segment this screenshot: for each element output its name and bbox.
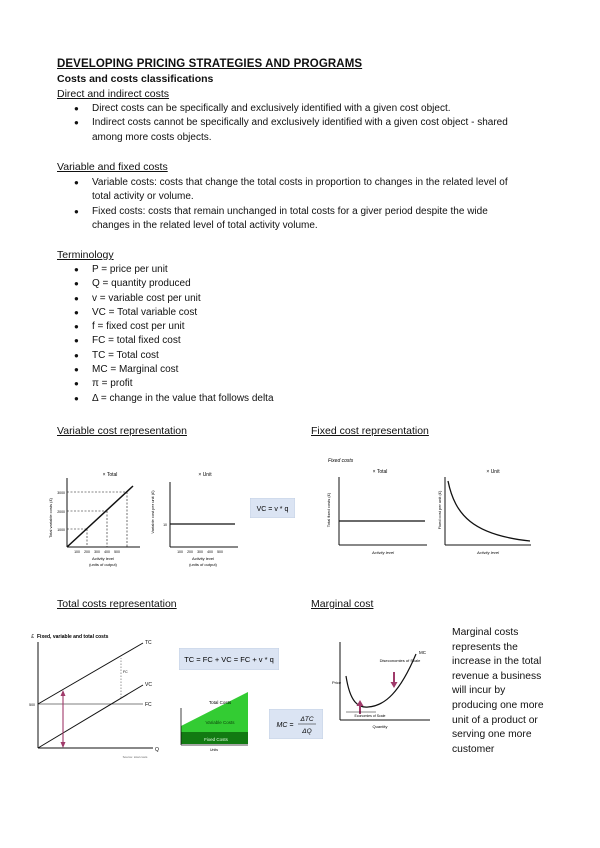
list-item: ● π = profit — [57, 377, 527, 391]
tc-formula-box — [179, 648, 279, 670]
fixed-cost-figure — [325, 455, 580, 565]
var-xlabel: (units of output) — [89, 562, 117, 567]
marginal-cost-heading: Marginal cost — [311, 598, 374, 610]
stack-xlabel: Units — [210, 748, 218, 752]
fixed-unit-curve — [448, 481, 530, 541]
tick-label: 500 — [114, 550, 120, 554]
tick-label: 200 — [187, 550, 193, 554]
tc-formula: TC = FC + VC = FC + v * q — [184, 655, 274, 664]
var-unit-label: × Unit — [198, 472, 212, 478]
variable-fixed-list — [57, 176, 527, 233]
tick-label: 400 — [104, 550, 110, 554]
list-item: ● f = fixed cost per unit — [57, 320, 527, 334]
variable-cost-heading: Variable cost representation — [57, 425, 187, 437]
mc-economies-label: Economies of Scale — [354, 714, 386, 718]
tick-label: 400 — [207, 550, 213, 554]
terminology-list — [57, 263, 527, 406]
direct-indirect-list — [57, 102, 527, 145]
mc-price-label: Price — [332, 680, 342, 685]
mc-formula-denominator: ΔQ — [302, 728, 312, 735]
total-cost-chart — [25, 628, 165, 760]
list-item: ● TC = Total cost — [57, 349, 527, 363]
fixed-cost-heading: Fixed cost representation — [311, 425, 429, 437]
tick-label: 200 — [84, 550, 90, 554]
arrow-down-icon — [391, 682, 398, 688]
stacked-cost-diagram — [176, 688, 256, 754]
list-item: ● Fixed costs: costs that remain unchanged in total costs for a giver period despite the wide changes in the related level of total activity volume. — [57, 205, 527, 234]
mc-diseconomies-label: Diseconomies of Scale — [379, 658, 421, 663]
tick-label: 300 — [197, 550, 203, 554]
total-cost-heading: Total costs representation — [57, 598, 177, 610]
marginal-cost-description: Marginal costs represents the increase in the total revenue a business will incur by producing one more unit of a product or serving one more customer — [452, 627, 544, 755]
tick-label: 100 — [177, 550, 183, 554]
fixed-xlabel: Activity level — [371, 550, 395, 555]
list-item: ● Variable costs: costs that change the total costs in proportion to changes in the related level of total activity or volume. — [57, 176, 527, 205]
marginal-cost-chart — [330, 636, 442, 736]
mc-formula-box — [269, 709, 323, 739]
tick-label: 3000 — [57, 491, 65, 495]
var-total-label: × Total — [102, 472, 118, 478]
list-item: ● Δ = change in the value that follows delta — [57, 392, 527, 406]
stack-total-label: Total Costs — [208, 700, 232, 705]
vc-label: VC — [145, 682, 152, 688]
var-xlabel: (units of output) — [189, 562, 217, 567]
mc-curve-label: MC — [419, 650, 426, 655]
vc-formula-box — [250, 498, 295, 518]
var-xlabel: Activity level — [191, 556, 215, 561]
list-item: ● FC = total fixed cost — [57, 334, 527, 348]
tc-label: TC — [145, 640, 152, 646]
list-item: ● Q = quantity produced — [57, 277, 527, 291]
fc-gap-label: FC — [123, 670, 128, 674]
var-total-ylabel: Total variable costs (£) — [48, 497, 53, 539]
stack-fixed-label: Fixed Costs — [204, 737, 228, 742]
vc-formula: VC = v * q — [256, 506, 289, 513]
tick-label: 300 — [94, 550, 100, 554]
tick-label: 10 — [163, 523, 167, 527]
fixed-total-label: × Total — [372, 469, 388, 475]
var-total-line — [67, 486, 133, 547]
chart-source: Source: total costs — [122, 755, 148, 759]
variable-fixed-heading: Variable and fixed costs — [57, 161, 168, 173]
mc-formula-numerator: ΔTC — [300, 716, 314, 723]
arrow-down-icon — [61, 742, 66, 748]
fc-value-label: 500 — [29, 703, 35, 707]
var-unit-ylabel: Variable cost per unit (£) — [150, 490, 155, 534]
variable-cost-figure — [45, 462, 240, 580]
list-item: ● MC = Marginal cost — [57, 363, 527, 377]
fc-label: FC — [145, 702, 152, 708]
list-item: ● Direct costs can be specifically and exclusively identified with a given cost object. — [57, 102, 527, 116]
mc-quantity-label: Quantity — [372, 724, 388, 729]
tick-label: 1000 — [57, 528, 65, 532]
fixed-total-ylabel: Total fixed costs (£) — [326, 492, 331, 528]
list-item: ● v = variable cost per unit — [57, 292, 527, 306]
arrow-up-icon — [357, 700, 364, 706]
section-subtitle: Costs and costs classifications — [57, 73, 214, 85]
total-chart-title: Fixed, variable and total costs — [37, 634, 109, 640]
fixed-unit-label: × Unit — [486, 469, 500, 475]
tick-label: 100 — [74, 550, 80, 554]
tick-label: 2000 — [57, 510, 65, 514]
total-chart-yaxis-label: £ — [31, 634, 34, 640]
fixed-unit-ylabel: Fixed cost per unit (£) — [437, 490, 442, 530]
mc-formula-lhs: MC = — [276, 722, 294, 729]
direct-indirect-heading: Direct and indirect costs — [57, 88, 170, 100]
tick-label: 500 — [217, 550, 223, 554]
fixed-xlabel: Activity level — [476, 550, 500, 555]
total-chart-xaxis-label: Q — [155, 747, 159, 753]
stack-variable-label: Variable Costs — [205, 720, 235, 725]
terminology-heading: Terminology — [57, 249, 114, 261]
var-xlabel: Activity level — [91, 556, 115, 561]
list-item: ● VC = Total variable cost — [57, 306, 527, 320]
list-item: ● P = price per unit — [57, 263, 527, 277]
list-item: ● Indirect costs cannot be specifically and exclusively identified with a given cost object - shared among more costs objects. — [57, 116, 527, 145]
page-title: DEVELOPING PRICING STRATEGIES AND PROGRAMS — [57, 58, 363, 70]
fixed-caption: Fixed costs — [328, 458, 354, 464]
